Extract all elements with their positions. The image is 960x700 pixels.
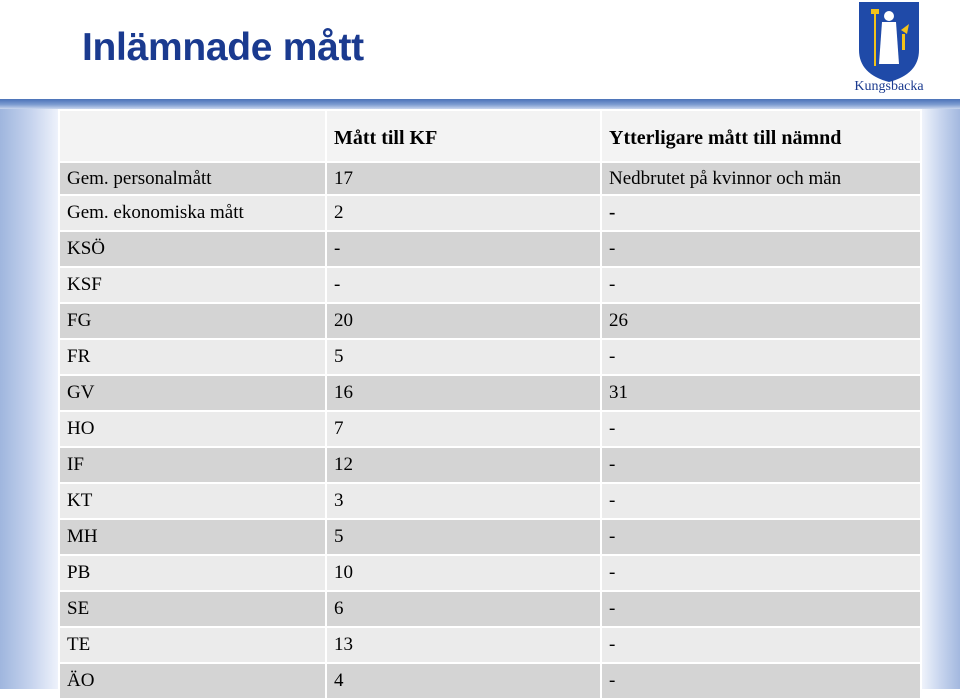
table-row — [59, 267, 921, 303]
namnd-cell: - — [601, 555, 921, 591]
table-row — [59, 339, 921, 375]
unit-cell: IF — [59, 447, 326, 483]
kf-cell: 10 — [326, 555, 601, 591]
table-row — [59, 231, 921, 267]
unit-cell: FR — [59, 339, 326, 375]
unit-cell: KT — [59, 483, 326, 519]
kf-cell: 17 — [326, 162, 601, 195]
table-row — [59, 663, 921, 699]
table-row — [59, 303, 921, 339]
unit-cell: HO — [59, 411, 326, 447]
table-row — [59, 591, 921, 627]
header-cell-kf: Mått till KF — [326, 110, 601, 162]
kf-cell: - — [326, 267, 601, 303]
table-row — [59, 195, 921, 231]
table-row — [59, 627, 921, 663]
table-row — [59, 519, 921, 555]
namnd-cell: 26 — [601, 303, 921, 339]
namnd-cell: Nedbrutet på kvinnor och män — [601, 162, 921, 195]
measures-table — [58, 109, 922, 700]
namnd-cell: - — [601, 483, 921, 519]
table-row — [59, 483, 921, 519]
slide-title: Inlämnade mått — [82, 26, 364, 69]
table-row — [59, 375, 921, 411]
namnd-cell: - — [601, 339, 921, 375]
namnd-cell: 31 — [601, 375, 921, 411]
table-row — [59, 411, 921, 447]
table-header-row — [59, 110, 921, 162]
namnd-cell: - — [601, 267, 921, 303]
unit-cell: FG — [59, 303, 326, 339]
namnd-cell: - — [601, 231, 921, 267]
kf-cell: 5 — [326, 339, 601, 375]
namnd-cell: - — [601, 447, 921, 483]
kf-cell: 5 — [326, 519, 601, 555]
kf-cell: 4 — [326, 663, 601, 699]
unit-cell: GV — [59, 375, 326, 411]
header-cell-blank — [59, 110, 326, 162]
namnd-cell: - — [601, 411, 921, 447]
table-row — [59, 162, 921, 195]
kf-cell: 3 — [326, 483, 601, 519]
logo-text: Kungsbacka — [854, 79, 924, 94]
kf-cell: 20 — [326, 303, 601, 339]
kf-cell: 12 — [326, 447, 601, 483]
unit-cell: KSF — [59, 267, 326, 303]
right-gradient-panel — [922, 109, 960, 689]
namnd-cell: - — [601, 663, 921, 699]
kf-cell: 13 — [326, 627, 601, 663]
kf-cell: 7 — [326, 411, 601, 447]
namnd-cell: - — [601, 519, 921, 555]
kf-cell: 2 — [326, 195, 601, 231]
unit-cell: Gem. ekonomiska mått — [59, 195, 326, 231]
kf-cell: 6 — [326, 591, 601, 627]
unit-cell: MH — [59, 519, 326, 555]
namnd-cell: - — [601, 195, 921, 231]
table-row — [59, 555, 921, 591]
unit-cell: KSÖ — [59, 231, 326, 267]
kf-cell: - — [326, 231, 601, 267]
left-gradient-panel — [0, 109, 58, 689]
header-stripe — [0, 99, 960, 109]
unit-cell: TE — [59, 627, 326, 663]
unit-cell: ÄO — [59, 663, 326, 699]
unit-cell: Gem. personalmått — [59, 162, 326, 195]
namnd-cell: - — [601, 591, 921, 627]
table-row — [59, 447, 921, 483]
unit-cell: SE — [59, 591, 326, 627]
namnd-cell: - — [601, 627, 921, 663]
header-cell-namnd: Ytterligare mått till nämnd — [601, 110, 921, 162]
unit-cell: PB — [59, 555, 326, 591]
kf-cell: 16 — [326, 375, 601, 411]
